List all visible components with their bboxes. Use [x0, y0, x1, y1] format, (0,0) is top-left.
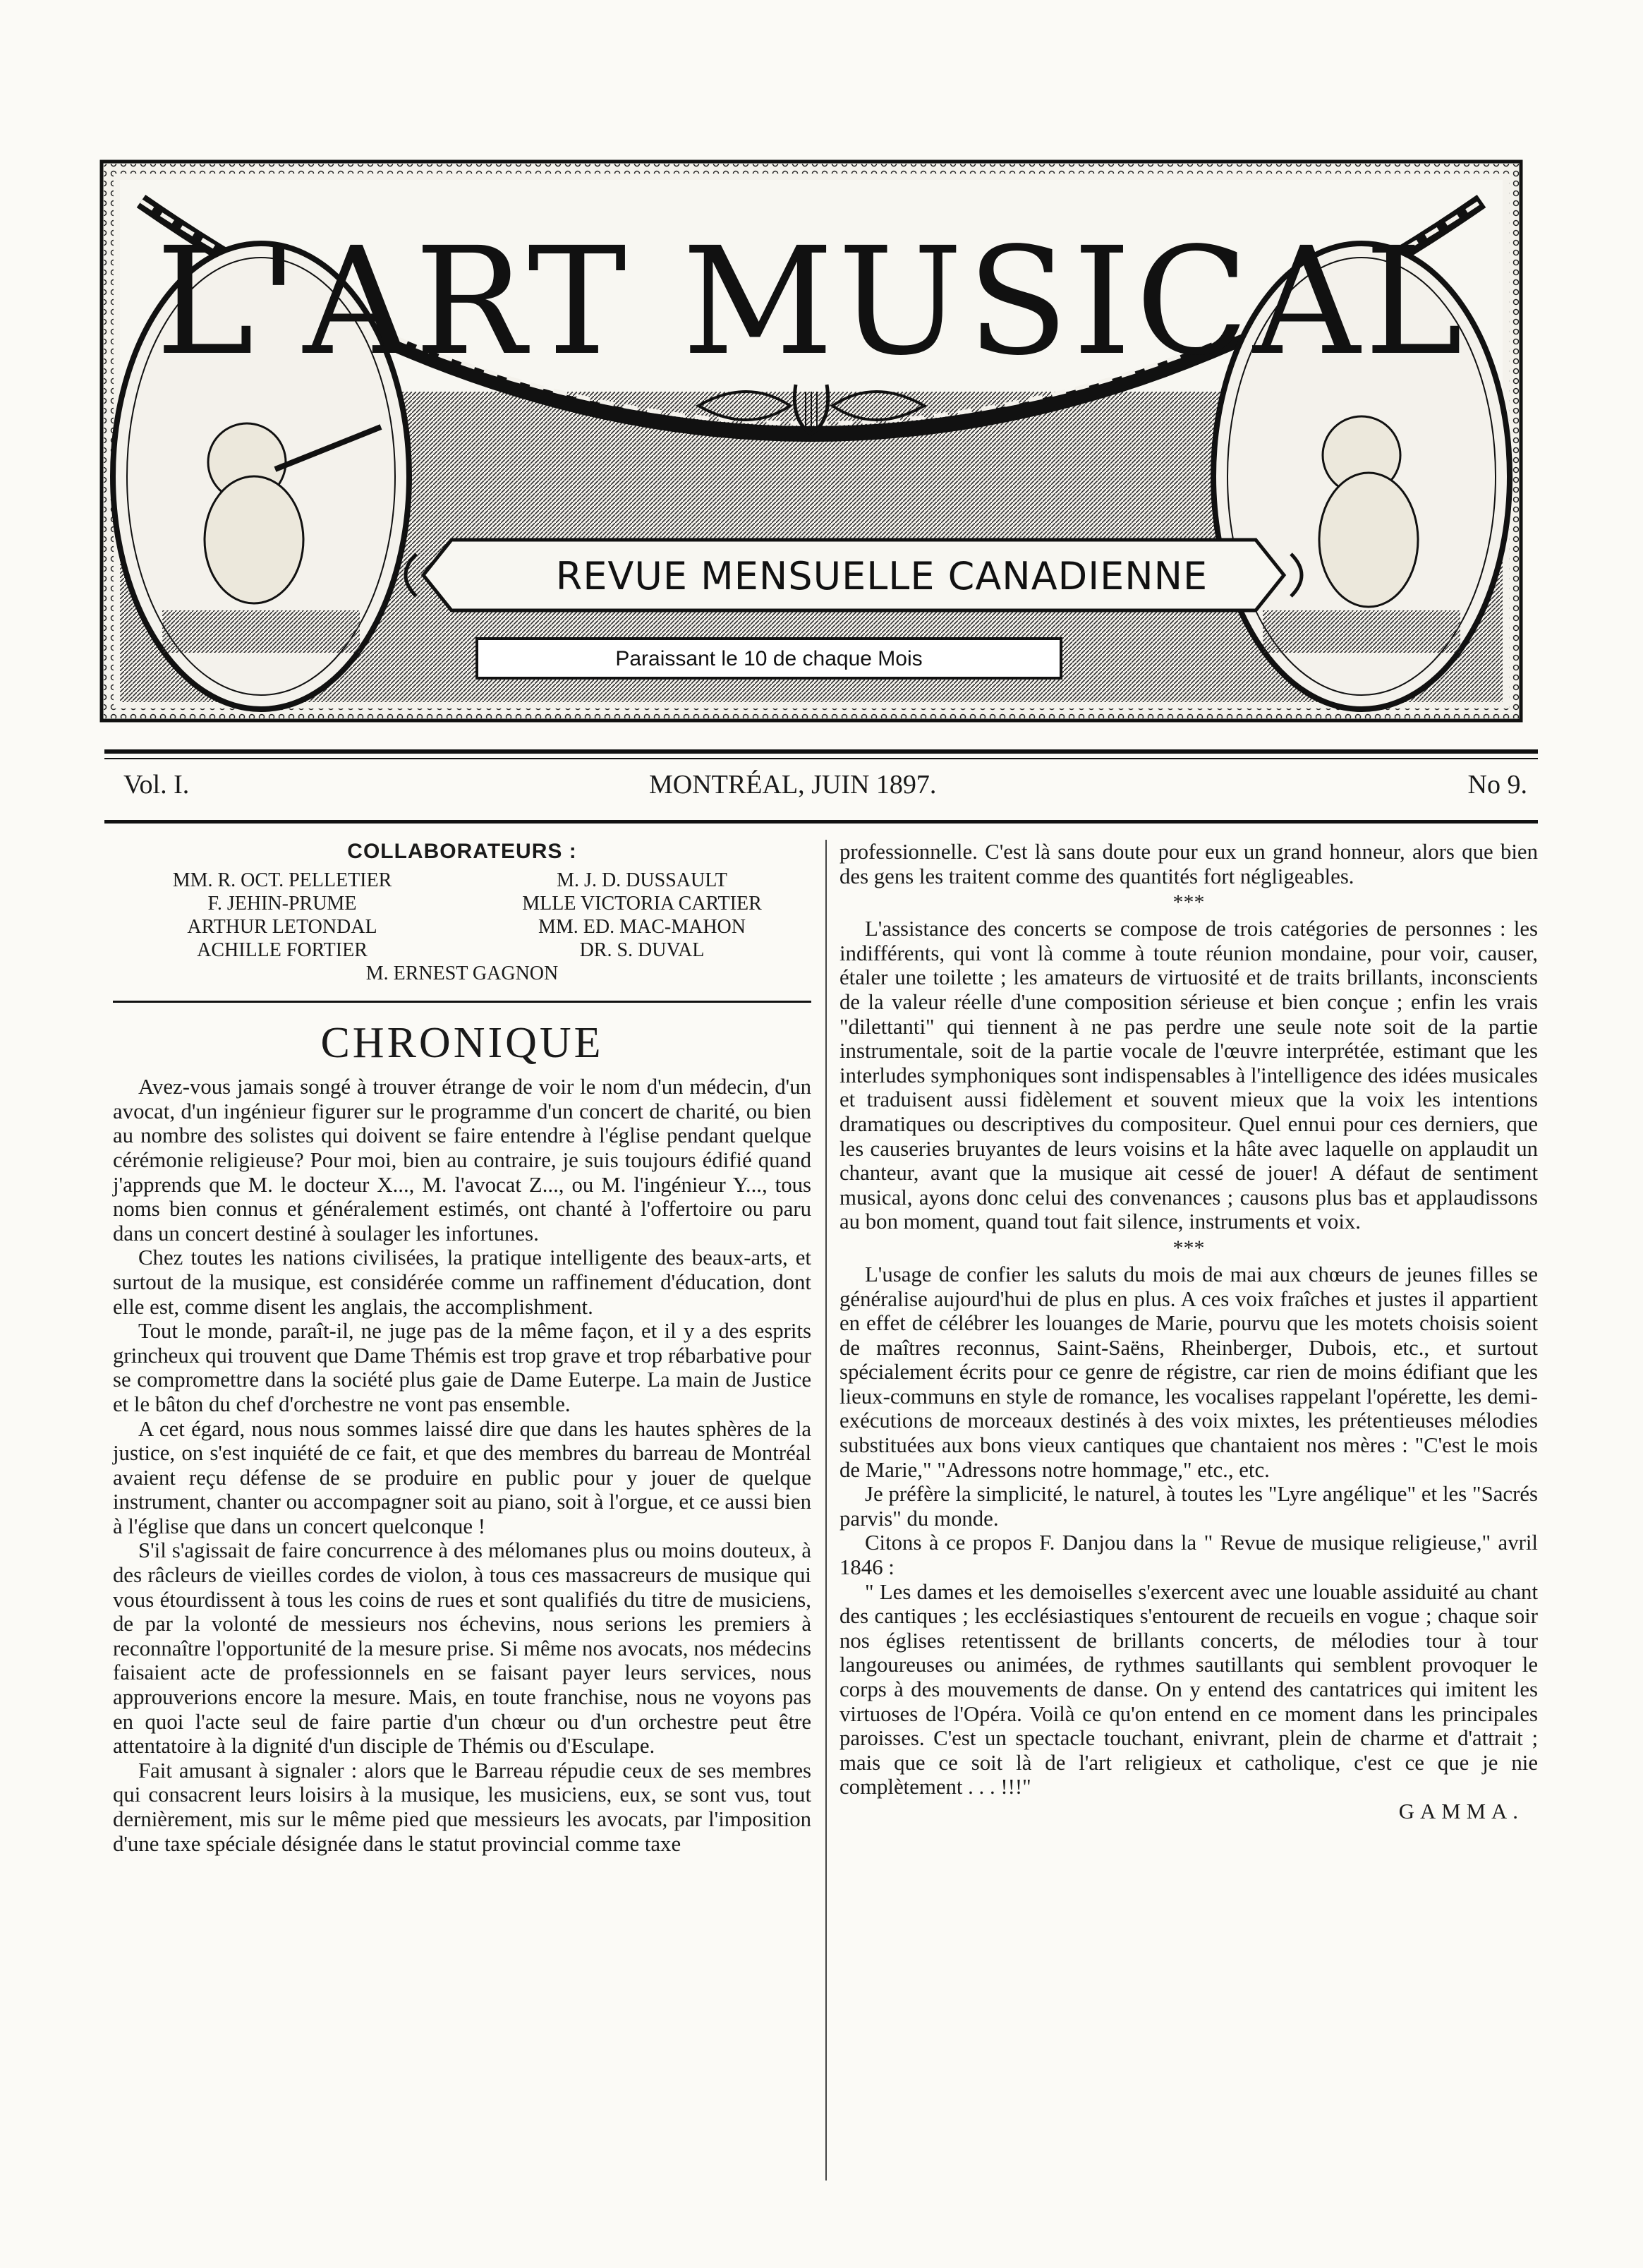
article-heading: CHRONIQUE: [320, 1018, 604, 1067]
paragraph: Tout le monde, paraît-il, ne juge pas de la même façon, et il y a des esprits grincheux qui trouvent que Dame Thémis est trop grave et trop rébarbative pour se compromettre dans la société plus gaie de Dame Euterpe. La main de Justice et le bâton du chef d'orchestre ne vont pas ensemble.: [113, 1319, 811, 1416]
collaborators-list: [113, 869, 811, 962]
section-separator: ***: [1172, 891, 1205, 915]
paragraph: Fait amusant à signaler : alors que le Barreau répudie ceux de ses membres qui consacrent leurs loisirs à la musique, les musiciens, eux, se sont vus, tout dernièrement, mis sur le même pied que messieurs les avocats, par l'imposition d'une taxe spéciale désignée dans le statut provincial comme taxe: [113, 1758, 811, 1856]
author-signature: GAMMA.: [1398, 1799, 1524, 1823]
paragraph: Je préfère la simplicité, le naturel, à toutes les "Lyre angélique" et les "Sacrés parvis" du monde.: [839, 1482, 1538, 1531]
place-date: MONTRÉAL, JUIN 1897.: [649, 770, 937, 800]
collaborator: M. J. D. DUSSAULT: [557, 869, 727, 891]
issue-frequency-note: Paraissant le 10 de chaque Mois: [480, 641, 1058, 677]
paragraph: A cet égard, nous nous sommes laissé dire que dans les hautes sphères de la justice, on s'est inquiété de ce fait, et que des membres du barreau de Montréal avaient reçu défense de se produire en public pour y jouer de quelque instrument, chanter ou accompagner soit au piano, soit à l'orgue, et ce aussi bien à l'église que dans un concert quelconque !: [113, 1416, 811, 1538]
collaborator: ARTHUR LETONDAL: [187, 915, 377, 938]
masthead-subtitle: REVUE MENSUELLE CANADIENNE: [555, 554, 1208, 598]
top-rule-thin: [104, 758, 1538, 759]
paragraph: Citons à ce propos F. Danjou dans la " Revue de musique religieuse," avril 1846 :: [839, 1531, 1538, 1580]
collaborators-rule: [113, 1001, 811, 1003]
paragraph: Avez-vous jamais songé à trouver étrange de voir le nom d'un médecin, d'un avocat, d'un ingénieur figurer sur le programme d'un concert de charité, ou bien au nombre des solistes qui doivent se faire entendre à l'église pendant quelque cérémonie religieuse? Pour moi, bien au contraire, je suis toujours édifié quand j'apprends que M. le docteur X..., M. l'avocat Z..., ou M. l'ingénieur Y..., tous noms bien connus et généralement estimés, ont chanté à l'offertoire ou paru dans un concert destiné à soulager les infortunes.: [113, 1075, 811, 1245]
collaborator: ACHILLE FORTIER: [197, 939, 368, 961]
paragraph: professionnelle. C'est là sans doute pour eux un grand honneur, alors que bien des gens les traitent comme des quantités fort négligeables.: [839, 840, 1538, 888]
collaborator: DR. S. DUVAL: [579, 939, 705, 961]
column-divider: [825, 840, 827, 2180]
masthead-title: L'ART MUSICAL: [155, 215, 1467, 388]
collaborator: MM. R. OCT. PELLETIER: [172, 869, 392, 891]
bottom-rule: [104, 820, 1538, 824]
right-column: [839, 840, 1538, 1824]
quotation: " Les dames et les demoiselles s'exercent avec une louable assiduité au chant des cantiques ; les ecclésiastiques s'entourent de recueils en vogue ; chaque soir nos églises retentissent de brillants concerts, de mélodies tour à tour langoureuses ou animées, de rythmes sautillants qui semblent provoquer le corps à des mouvements de danse. On y entend des cantatrices qui imitent les virtuoses de l'Opéra. Voilà ce qu'on entend en ce moment dans les principales paroisses. C'est un spectacle touchant, enivrant, plein de charme et d'attrait ; mais que ce soit là de l'art religieux et catholique, c'est ce que je nie complètement . . . !!!": [839, 1579, 1538, 1799]
section-separator: ***: [1172, 1236, 1205, 1260]
collaborators-heading: COLLABORATEURS :: [347, 840, 577, 863]
paragraph: Chez toutes les nations civilisées, la pratique intelligente des beaux-arts, et surtout de la musique, est considérée comme un raffinement d'éducation, dont elle est, comme disent les anglais, the accomplishment.: [113, 1245, 811, 1319]
paragraph: S'il s'agissait de faire concurrence à des mélomanes plus ou moins douteux, à des râcleurs de vieilles cordes de violon, à tous ces massacreurs de musique qui vous étourdissent à tous les coins de rues et sont qualifiés du titre de musiciens, de par la volonté de messieurs nos échevins, nous serions les premiers à reconnaître l'opportunité de la mesure prise. Si même nos avocats, nos médecins faisaient acte de professionnels en se faisant payer leurs services, nous approuverions encore la mesure. Mais, en toute franchise, nous ne voyons pas en quoi l'acte seul de faire partie d'un chœur ou d'un orchestre peut être attentatoire à la dignité d'un disciple de Thémis ou d'Esculape.: [113, 1538, 811, 1759]
collaborator: MM. ED. MAC-MAHON: [538, 915, 746, 938]
dateline: [123, 769, 1527, 809]
volume-label: Vol. I.: [123, 770, 190, 800]
masthead: [99, 159, 1524, 723]
paragraph: L'assistance des concerts se compose de trois catégories de personnes : les indifférents, qui vont là comme à toute réunion mondaine, pour voir, causer, étaler une toilette ; les amateurs de virtuosité et de traits brillants, inconscients de la valeur réelle d'une composition sérieuse et bien conçue ; enfin les vrais "dilettanti" qui tiennent à ne pas perdre une seule note soit de la partie instrumentale, soit de la partie vocale de l'œuvre interprétée, estimant que les interludes symphoniques sont indispensables à l'intelligence des idées musicales et traduisent aussi fidèlement et souvent mieux que la voix les intentions dramatiques ou descriptives du compositeur. Quel ennui pour ces derniers, que les causeries bruyantes de leurs voisins et la hâte avec laquelle on applaudit un chanteur, avant que la musique ait cessé de jouer! A défaut de sentiment musical, ayons donc celui des convenances ; causons plus bas et applaudissons au bon moment, quand tout fait silence, instruments et voix.: [839, 917, 1538, 1234]
collaborator: F. JEHIN-PRUME: [207, 892, 357, 915]
left-column: [113, 840, 811, 1856]
top-rule: [104, 749, 1538, 754]
issue-number: No 9.: [1467, 770, 1527, 800]
collaborator: MLLE VICTORIA CARTIER: [522, 892, 762, 915]
collaborator: M. ERNEST GAGNON: [365, 962, 559, 984]
paragraph: L'usage de confier les saluts du mois de mai aux chœurs de jeunes filles se généralise aujourd'hui de plus en plus. A ces voix fraîches et justes il appartient en effet de célébrer les louanges de Marie, pourvu que les motets choisis soient de maîtres reconnus, Saint-Saëns, Rheinberger, Dubois, etc., et surtout spécialement écrits pour ce genre de régistre, car rien de moins édifiant que les lieux-communs en style de romance, les vocalises rappelant l'opérette, les demi-exécutions de morceaux destinés à des voix mixtes, les prétentieuses mélodies substituées aux bons vieux cantiques que chantaient nos mères : "C'est le mois de Marie," "Adressons notre hommage," etc., etc.: [839, 1262, 1538, 1482]
